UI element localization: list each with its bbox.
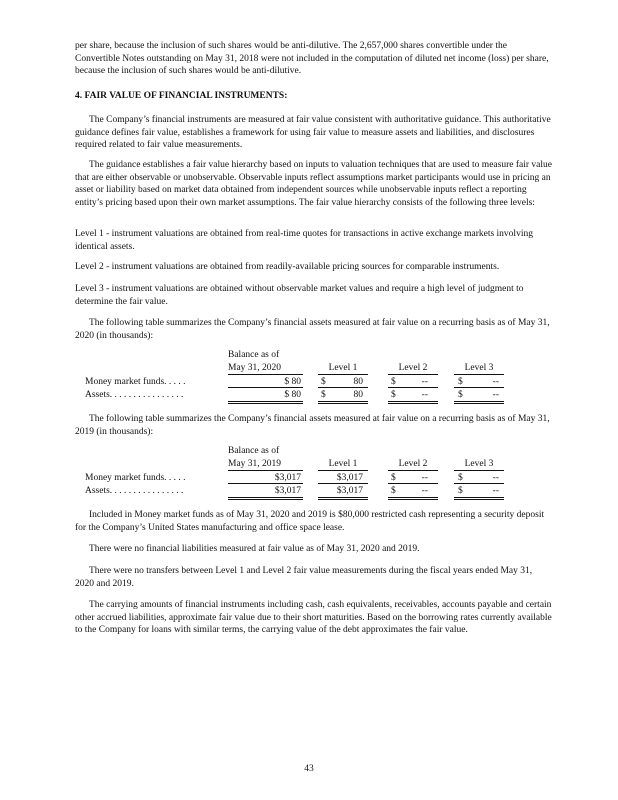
fair-value-table-2020	[75, 349, 555, 409]
row-label: Assets. . . . . . . . . . . . . . . .	[85, 486, 184, 496]
level3-cell: --	[492, 473, 499, 483]
total-double-underline	[388, 401, 438, 404]
paragraph-no-transfers: There were no transfers between Level 1 and Level 2 fair value measurements during the fiscal years ended May 31, 2020 and 2019.	[75, 566, 533, 589]
currency-symbol: $	[391, 473, 396, 483]
header-underline	[228, 374, 303, 375]
level2-cell: --	[421, 390, 428, 400]
level1-cell: $3,017	[336, 473, 363, 483]
balance-cell: $3,017	[274, 486, 301, 496]
level2-cell: --	[421, 486, 428, 496]
level3-cell: --	[492, 390, 499, 400]
paragraph-table1-intro: The following table summarizes the Company’s financial assets measured at fair value on a recurring basis as of May 31, 2020 (in thousands):	[75, 318, 550, 341]
section-heading: 4. FAIR VALUE OF FINANCIAL INSTRUMENTS:	[75, 91, 288, 101]
currency-symbol: $	[458, 473, 463, 483]
row-label: Money market funds. . . . .	[85, 473, 186, 483]
level2-cell: --	[421, 473, 428, 483]
paragraph-continuation: per share, because the inclusion of such shares would be anti-dilutive. The 2,657,000 shares convertible under the Convertible Notes outstanding on May 31, 2018 were not included in the computation of diluted net income (loss) per share, because the inclusion of such shares would be anti-dilutive.	[75, 41, 549, 76]
row-underline	[454, 483, 504, 484]
header-level2: Level 2	[398, 363, 428, 373]
currency-symbol: $	[391, 486, 396, 496]
row-underline	[228, 387, 303, 388]
row-underline	[454, 387, 504, 388]
header-balance-line2: May 31, 2019	[228, 459, 282, 469]
total-double-underline	[388, 497, 438, 500]
header-underline	[318, 470, 368, 471]
currency-symbol: $	[321, 390, 326, 400]
row-label: Money market funds. . . . .	[85, 377, 186, 387]
total-double-underline	[228, 497, 303, 500]
header-underline	[228, 470, 303, 471]
currency-symbol: $	[458, 390, 463, 400]
header-level3: Level 3	[464, 459, 494, 469]
header-underline	[388, 374, 438, 375]
fair-value-table-2019	[75, 445, 555, 505]
header-underline	[454, 470, 504, 471]
header-level1: Level 1	[328, 363, 358, 373]
level1-cell: $3,017	[336, 486, 363, 496]
total-double-underline	[454, 497, 504, 500]
paragraph-table2-intro: The following table summarizes the Company’s financial assets measured at fair value on a recurring basis as of May 31, 2019 (in thousands):	[75, 414, 550, 437]
header-underline	[454, 374, 504, 375]
header-underline	[388, 470, 438, 471]
row-underline	[388, 387, 438, 388]
header-balance-line1: Balance as of	[228, 446, 280, 456]
page-number: 43	[304, 764, 314, 774]
row-underline	[318, 387, 368, 388]
header-balance-line1: Balance as of	[228, 350, 280, 360]
row-underline	[318, 483, 368, 484]
balance-cell: $ 80	[284, 390, 301, 400]
level3-cell: --	[492, 377, 499, 387]
row-underline	[388, 483, 438, 484]
paragraph-level3: Level 3 - instrument valuations are obtained without observable market values and require a high level of judgment to determine the fair value.	[75, 284, 524, 307]
total-double-underline	[318, 401, 368, 404]
header-level3: Level 3	[464, 363, 494, 373]
balance-cell: $ 80	[284, 377, 301, 387]
total-double-underline	[454, 401, 504, 404]
paragraph-carrying-amounts: The carrying amounts of financial instruments including cash, cash equivalents, receivables, accounts payable and certain other accrued liabilities, approximate fair value due to their short maturities. Based on the borrowing rates currently available to the Company for loans with similar terms, the carrying value of the debt approximates the fair value.	[75, 600, 552, 635]
paragraph-level1: Level 1 - instrument valuations are obtained from real-time quotes for transactions in active exchange markets involving identical assets.	[75, 229, 533, 252]
paragraph-restricted-cash: Included in Money market funds as of May 31, 2020 and 2019 is $80,000 restricted cash representing a security deposit for the Company’s United States manufacturing and office space lease.	[75, 510, 545, 533]
level1-cell: 80	[353, 390, 363, 400]
level1-cell: 80	[353, 377, 363, 387]
row-label: Assets. . . . . . . . . . . . . . . .	[85, 390, 184, 400]
paragraph-no-liabilities: There were no financial liabilities measured at fair value as of May 31, 2020 and 2019.	[89, 544, 420, 554]
header-underline	[318, 374, 368, 375]
currency-symbol: $	[321, 377, 326, 387]
balance-cell: $3,017	[274, 473, 301, 483]
paragraph-intro: The Company’s financial instruments are measured at fair value consistent with authoritative guidance. This authoritative guidance defines fair value, establishes a framework for using fair value to measure assets and liabilities, and disclosures required related to fair value measurements.	[75, 115, 551, 150]
row-underline	[228, 483, 303, 484]
currency-symbol: $	[391, 377, 396, 387]
total-double-underline	[318, 497, 368, 500]
header-balance-line2: May 31, 2020	[228, 363, 282, 373]
total-double-underline	[228, 401, 303, 404]
currency-symbol: $	[458, 486, 463, 496]
header-level1: Level 1	[328, 459, 358, 469]
currency-symbol: $	[458, 377, 463, 387]
paragraph-hierarchy: The guidance establishes a fair value hierarchy based on inputs to valuation techniques that are used to measure fair value that are either observable or unobservable. Observable inputs reflect assumptions market participants would use in pricing an asset or liability based on market data obtained from independent sources while unobservable inputs reflect a reporting entity’s pricing based upon their own market assumptions. The fair value hierarchy consists of the following three levels:	[75, 160, 552, 208]
level3-cell: --	[492, 486, 499, 496]
header-level2: Level 2	[398, 459, 428, 469]
level2-cell: --	[421, 377, 428, 387]
paragraph-level2: Level 2 - instrument valuations are obtained from readily-available pricing sources for comparable instruments.	[75, 262, 500, 272]
currency-symbol: $	[391, 390, 396, 400]
